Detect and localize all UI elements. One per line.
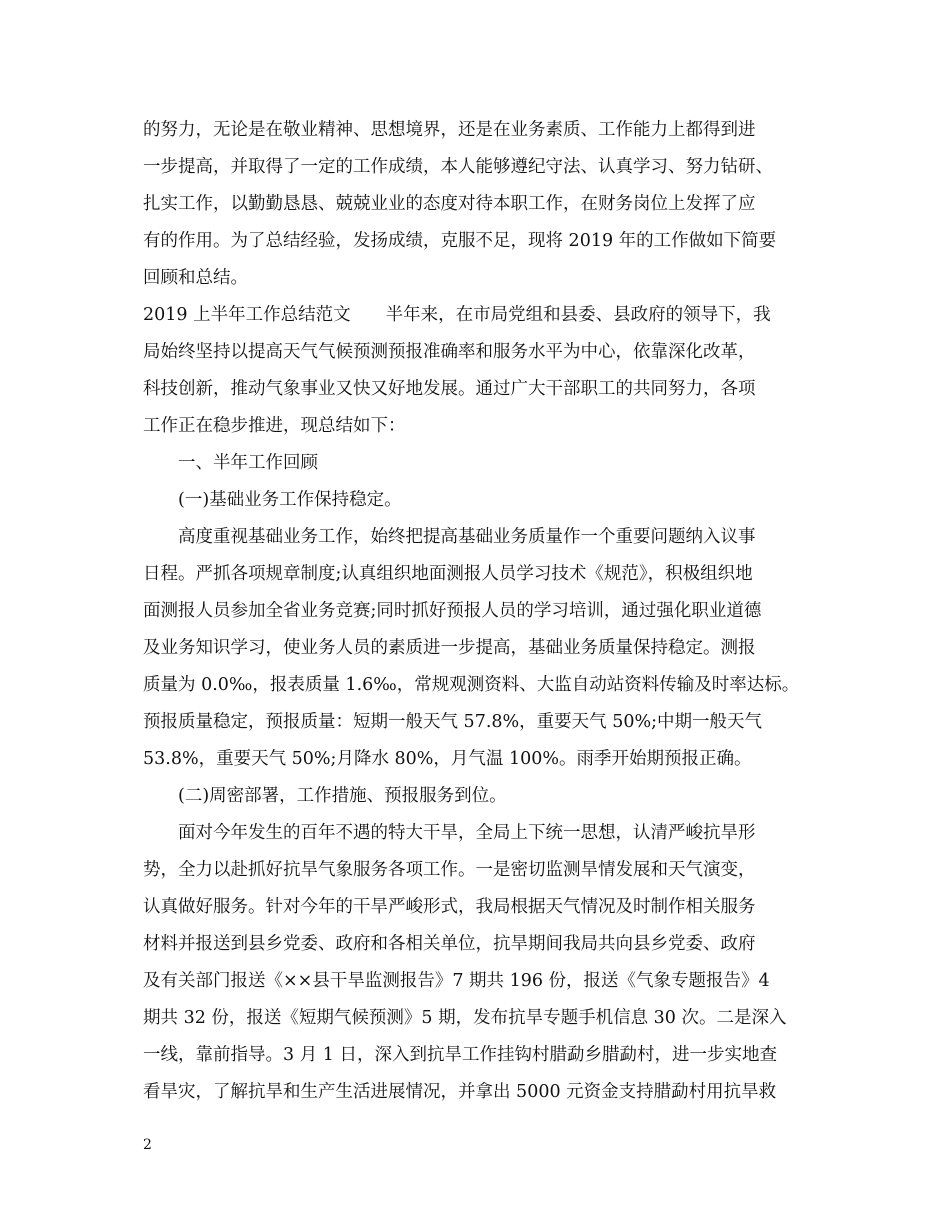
section-heading: 一、半年工作回顾	[143, 453, 318, 473]
text-line: 认真做好服务。针对今年的干旱严峻形式，我局根据天气情况及时制作相关服务	[143, 897, 756, 917]
text-line: 一线，靠前指导。3 月 1 日，深入到抗旱工作挂钩村腊勐乡腊勐村，进一步实地查	[143, 1045, 777, 1065]
text-line: 日程。严抓各项规章制度;认真组织地面测报人员学习技术《规范》，积极组织地	[143, 564, 753, 584]
text-line: 一步提高，并取得了一定的工作成绩，本人能够遵纪守法、认真学习、努力钻研、	[143, 157, 773, 177]
text-line: 的努力，无论是在敬业精神、思想境界，还是在业务素质、工作能力上都得到进	[143, 120, 756, 140]
text-line: 材料并报送到县乡党委、政府和各相关单位，抗旱期间我局共向县乡党委、政府	[143, 934, 756, 954]
text-line: 期共 32 份，报送《短期气候预测》5 期，发布抗旱专题手机信息 30 次。二是深入	[143, 1008, 787, 1028]
text-line: 53.8%，重要天气 50%;月降水 80%，月气温 100%。雨季开始期预报正确。	[143, 749, 752, 769]
text-line: 科技创新，推动气象事业又快又好地发展。通过广大干部职工的共同努力，各项	[143, 379, 756, 399]
text-line: 高度重视基础业务工作，始终把提高基础业务质量作一个重要问题纳入议事	[143, 527, 756, 547]
text-line: 质量为 0.0‰，报表质量 1.6‰，常规观测资料、大监自动站资料传输及时率达标。	[143, 675, 800, 695]
text-line: 及有关部门报送《××县干旱监测报告》7 期共 196 份，报送《气象专题报告》4	[143, 971, 770, 991]
text-line: 预报质量稳定，预报质量：短期一般天气 57.8%，重要天气 50%;中期一般天气	[143, 712, 763, 732]
text-line: 势，全力以赴抓好抗旱气象服务各项工作。一是密切监测旱情发展和天气演变，	[143, 860, 756, 880]
text-line: 面对今年发生的百年不遇的特大干旱，全局上下统一思想，认清严峻抗旱形	[143, 823, 756, 843]
text-line: 2019 上半年工作总结范文 半年来，在市局党组和县委、县政府的领导下，我	[143, 305, 771, 325]
text-line: 看旱灾，了解抗旱和生产生活进展情况，并拿出 5000 元资金支持腊勐村用抗旱救	[143, 1082, 777, 1102]
text-line: 工作正在稳步推进，现总结如下：	[143, 416, 406, 436]
subsection-heading: (一)基础业务工作保持稳定。	[143, 490, 402, 510]
subsection-heading: (二)周密部署，工作措施、预报服务到位。	[143, 786, 507, 806]
text-line: 面测报人员参加全省业务竞赛;同时抓好预报人员的学习培训，通过强化职业道德	[143, 601, 762, 621]
text-line: 回顾和总结。	[143, 268, 248, 288]
text-line: 及业务知识学习，使业务人员的素质进一步提高，基础业务质量保持稳定。测报	[143, 638, 756, 658]
text-line: 有的作用。为了总结经验，发扬成绩，克服不足，现将 2019 年的工作做如下简要	[143, 231, 777, 251]
text-line: 局始终坚持以提高天气气候预测预报准确率和服务水平为中心，依靠深化改革，	[143, 342, 756, 362]
text-line: 扎实工作，以勤勤恳恳、兢兢业业的态度对待本职工作，在财务岗位上发挥了应	[143, 194, 756, 214]
page-number: 2	[143, 1137, 152, 1153]
